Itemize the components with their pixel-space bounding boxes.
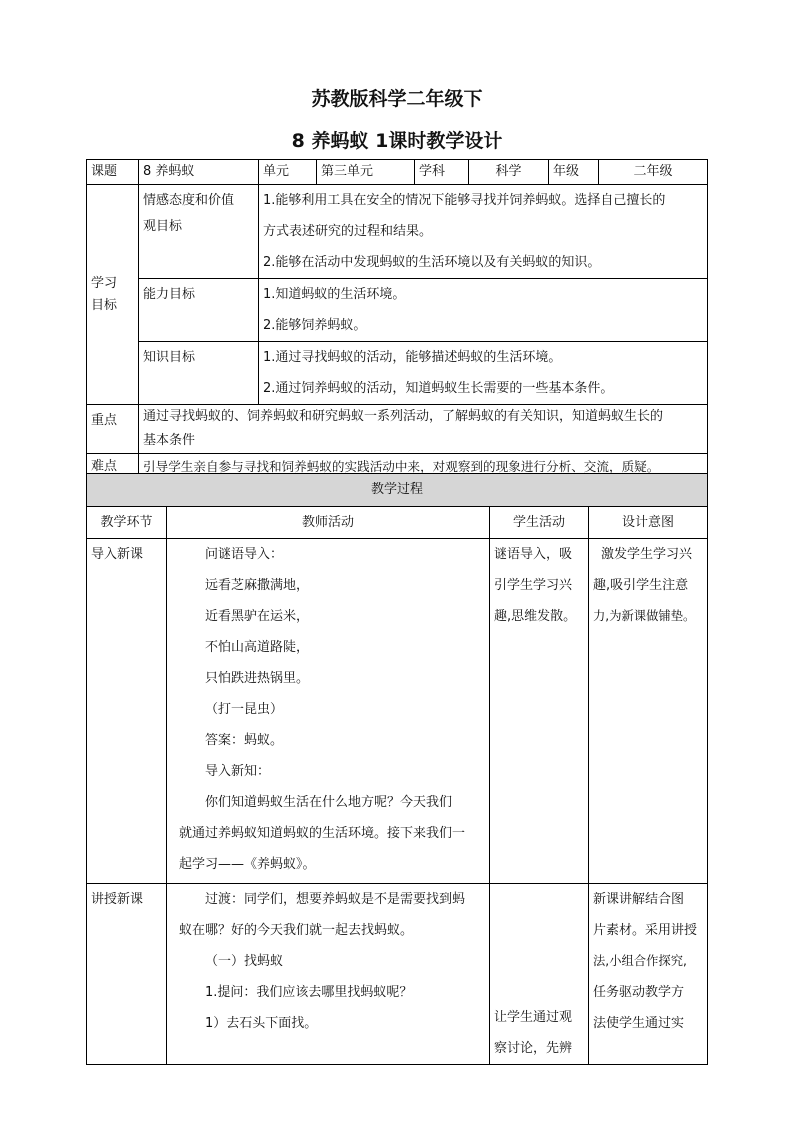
student-line: 谜语导入，吸 [494, 547, 573, 562]
info-row [87, 160, 708, 185]
goal-name-line: 能力目标 [143, 287, 196, 302]
teacher-line: （打一昆虫） [205, 702, 284, 717]
difficulty-label: 难点 [87, 454, 139, 481]
teacher-line: 你们知道蚂蚁生活在什么地方呢？今天我们 [205, 795, 453, 810]
goal-line: 2.能够饲养蚂蚁。 [263, 318, 367, 333]
teacher-line: （一）找蚂蚁 [205, 954, 284, 969]
teacher-line: 1.提问：我们应该去哪里找蚂蚁呢？ [205, 985, 413, 1000]
column-header: 学生活动 [490, 507, 589, 539]
student-line: 察讨论，先辨 [494, 1041, 573, 1056]
teacher-line: 不怕山高道路陡， [205, 640, 310, 655]
teacher-activity [167, 539, 490, 884]
key-point-content [139, 405, 708, 454]
column-header: 设计意图 [589, 507, 708, 539]
teacher-line: 导入新知： [205, 764, 271, 779]
grade-label: 年级 [549, 160, 599, 185]
goal-line: 2.能够在活动中发现蚂蚁的生活环境以及有关蚂蚁的知识。 [263, 255, 601, 270]
column-header: 教学环节 [87, 507, 167, 539]
unit-value: 第三单元 [317, 160, 415, 185]
topic-label: 课题 [87, 160, 139, 185]
lesson-info-table [86, 159, 708, 481]
goal-name [139, 342, 259, 405]
teacher-line: 答案：蚂蚁。 [205, 733, 284, 748]
goal-line: 1.知道蚂蚁的生活环境。 [263, 287, 406, 302]
process-header-row [87, 474, 708, 507]
topic-value: 8 养蚂蚁 [139, 160, 259, 185]
document-subtitle: 8 养蚂蚁 1课时教学设计 [291, 130, 503, 152]
purpose-line: 趣,吸引学生注意 [593, 578, 689, 593]
purpose-line: 激发学生学习兴 [601, 547, 693, 562]
purpose-line: 力,为新课做铺垫。 [593, 609, 696, 623]
goals-label-line: 目标 [91, 297, 118, 313]
purpose-line: 新课讲解结合图 [593, 892, 685, 907]
stage-cell: 导入新课 [87, 539, 167, 884]
goal-content [259, 342, 708, 405]
student-line: 趣,思维发散。 [494, 609, 577, 624]
teacher-line: 1）去石头下面找。 [205, 1016, 318, 1031]
goal-name-line: 知识目标 [143, 350, 196, 365]
key-point-label: 重点 [87, 405, 139, 454]
grade-value: 二年级 [599, 160, 708, 185]
goal-row-knowledge [87, 342, 708, 405]
goal-row-ability [87, 279, 708, 342]
goal-line: 方式表述研究的过程和结果。 [263, 224, 433, 239]
teacher-activity [167, 884, 490, 1065]
column-header: 教师活动 [167, 507, 490, 539]
goal-line: 1.通过寻找蚂蚁的活动，能够描述蚂蚁的生活环境。 [263, 350, 562, 365]
difficulty-content: 引导学生亲自参与寻找和饲养蚂蚁的实践活动中来，对观察到的现象进行分析、交流，质疑。 [139, 454, 708, 481]
document-title: 苏教版科学二年级下 [311, 88, 483, 110]
stage-cell: 讲授新课 [87, 884, 167, 1065]
purpose-line: 任务驱动教学方 [593, 985, 685, 1000]
goal-line: 2.通过饲养蚂蚁的活动，知道蚂蚁生长需要的一些基本条件。 [263, 381, 614, 396]
design-purpose [589, 539, 708, 884]
subject-label: 学科 [415, 160, 469, 185]
teacher-line: 蚁在哪？好的今天我们就一起去找蚂蚁。 [179, 923, 414, 938]
subject-value: 科学 [469, 160, 549, 185]
key-point-row [87, 405, 708, 454]
key-point-line: 基本条件 [143, 433, 196, 448]
process-header: 教学过程 [87, 474, 708, 507]
goal-name-line: 观目标 [143, 219, 183, 234]
teaching-process-table [86, 473, 708, 1065]
process-column-headers [87, 507, 708, 539]
goal-name [139, 279, 259, 342]
process-row-teach [87, 884, 708, 1065]
student-line: 让学生通过观 [494, 1010, 573, 1025]
goal-row-attitude [87, 185, 708, 279]
unit-label: 单元 [259, 160, 317, 185]
teacher-line: 近看黑驴在运米， [205, 609, 310, 624]
purpose-line: 片素材。采用讲授 [593, 923, 698, 938]
process-row-intro [87, 539, 708, 884]
key-point-line: 通过寻找蚂蚁的、饲养蚂蚁和研究蚂蚁一系列活动，了解蚂蚁的有关知识，知道蚂蚁生长的 [143, 409, 664, 424]
purpose-line: 法,小组合作探究, [593, 954, 687, 968]
teacher-line: 问谜语导入： [205, 547, 284, 562]
student-activity [490, 884, 589, 1065]
goal-name [139, 185, 259, 279]
goal-name-line: 情感态度和价值 [143, 193, 235, 208]
teacher-line: 过渡：同学们，想要养蚂蚁是不是需要找到蚂 [205, 892, 466, 907]
teacher-line: 只怕跌进热锅里。 [205, 671, 310, 686]
teacher-line: 远看芝麻撒满地， [205, 578, 310, 593]
goal-content [259, 185, 708, 279]
teacher-line: 起学习——《养蚂蚁》。 [179, 857, 316, 872]
purpose-line: 法使学生通过实 [593, 1016, 685, 1031]
goals-label-line: 学习 [91, 275, 118, 291]
goal-line: 1.能够利用工具在安全的情况下能够寻找并饲养蚂蚁。选择自己擅长的 [263, 193, 666, 208]
student-activity [490, 539, 589, 884]
design-purpose [589, 884, 708, 1065]
goal-content [259, 279, 708, 342]
teacher-line: 就通过养蚂蚁知道蚂蚁的生活环境。接下来我们一 [179, 826, 466, 841]
goals-label [87, 185, 139, 405]
student-line: 引学生学习兴 [494, 578, 573, 593]
